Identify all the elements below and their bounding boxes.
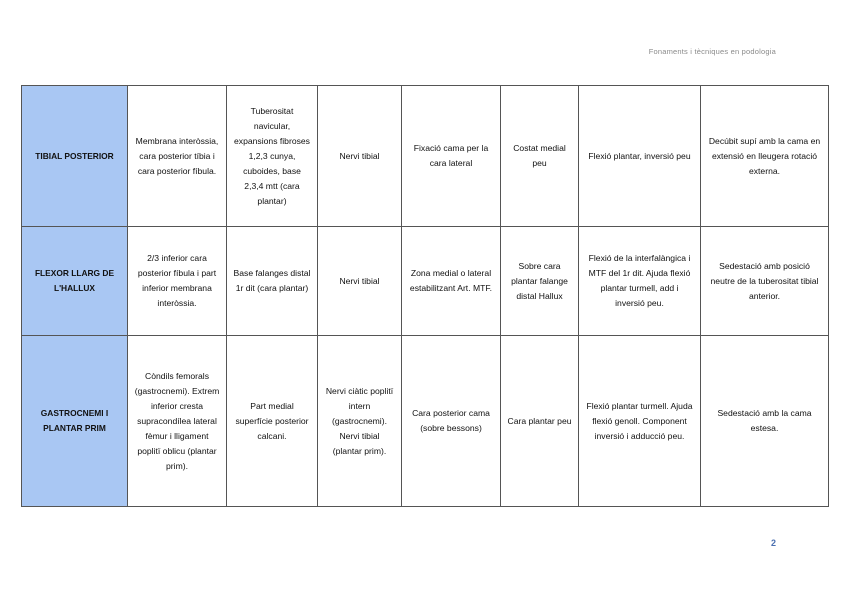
patient-position-cell: Decúbit supí amb la cama en extensió en lleugera rotació externa. [701, 86, 829, 227]
origin-cell: Còndils femorals (gastrocnemi). Extrem inferior cresta supracondílea lateral fèmur i lligament poplitï oblicu (plantar prim). [128, 336, 227, 507]
page-number: 2 [771, 538, 777, 548]
nerve-cell: Nervi ciàtic poplitï intern (gastrocnemi). Nervi tibial (plantar prim). [318, 336, 402, 507]
insertion-cell: Part medial superfície posterior calcani. [227, 336, 318, 507]
position-cell: Cara plantar peu [501, 336, 579, 507]
position-cell: Costat medial peu [501, 86, 579, 227]
table-row [22, 227, 829, 336]
insertion-cell: Base falanges distal 1r dit (cara plantar) [227, 227, 318, 336]
position-cell: Sobre cara plantar falange distal Hallux [501, 227, 579, 336]
table-row [22, 336, 829, 507]
origin-cell: Membrana interòssia, cara posterior tíbia i cara posterior fíbula. [128, 86, 227, 227]
table-row [22, 86, 829, 227]
patient-position-cell: Sedestació amb posició neutre de la tuberositat tibial anterior. [701, 227, 829, 336]
fixation-cell: Fixació cama per la cara lateral [402, 86, 501, 227]
running-header: Fonaments i tècniques en podologia [648, 47, 776, 56]
muscle-name-cell: TIBIAL POSTERIOR [22, 86, 128, 227]
nerve-cell: Nervi tibial [318, 86, 402, 227]
fixation-cell: Cara posterior cama (sobre bessons) [402, 336, 501, 507]
muscle-test-table [21, 85, 829, 507]
action-cell: Flexió plantar, inversió peu [579, 86, 701, 227]
muscle-name-cell: GASTROCNEMI I PLANTAR PRIM [22, 336, 128, 507]
patient-position-cell: Sedestació amb la cama estesa. [701, 336, 829, 507]
origin-cell: 2/3 inferior cara posterior fíbula i part inferior membrana interòssia. [128, 227, 227, 336]
action-cell: Flexió de la interfalàngica i MTF del 1r dit. Ajuda flexió plantar turmell, add i inversió peu. [579, 227, 701, 336]
nerve-cell: Nervi tibial [318, 227, 402, 336]
insertion-cell: Tuberositat navicular, expansions fibroses 1,2,3 cunya, cuboides, base 2,3,4 mtt (cara plantar) [227, 86, 318, 227]
action-cell: Flexió plantar turmell. Ajuda flexió genoll. Component inversió i adducció peu. [579, 336, 701, 507]
fixation-cell: Zona medial o lateral estabilitzant Art. MTF. [402, 227, 501, 336]
muscle-name-cell: FLEXOR LLARG DE L'HALLUX [22, 227, 128, 336]
